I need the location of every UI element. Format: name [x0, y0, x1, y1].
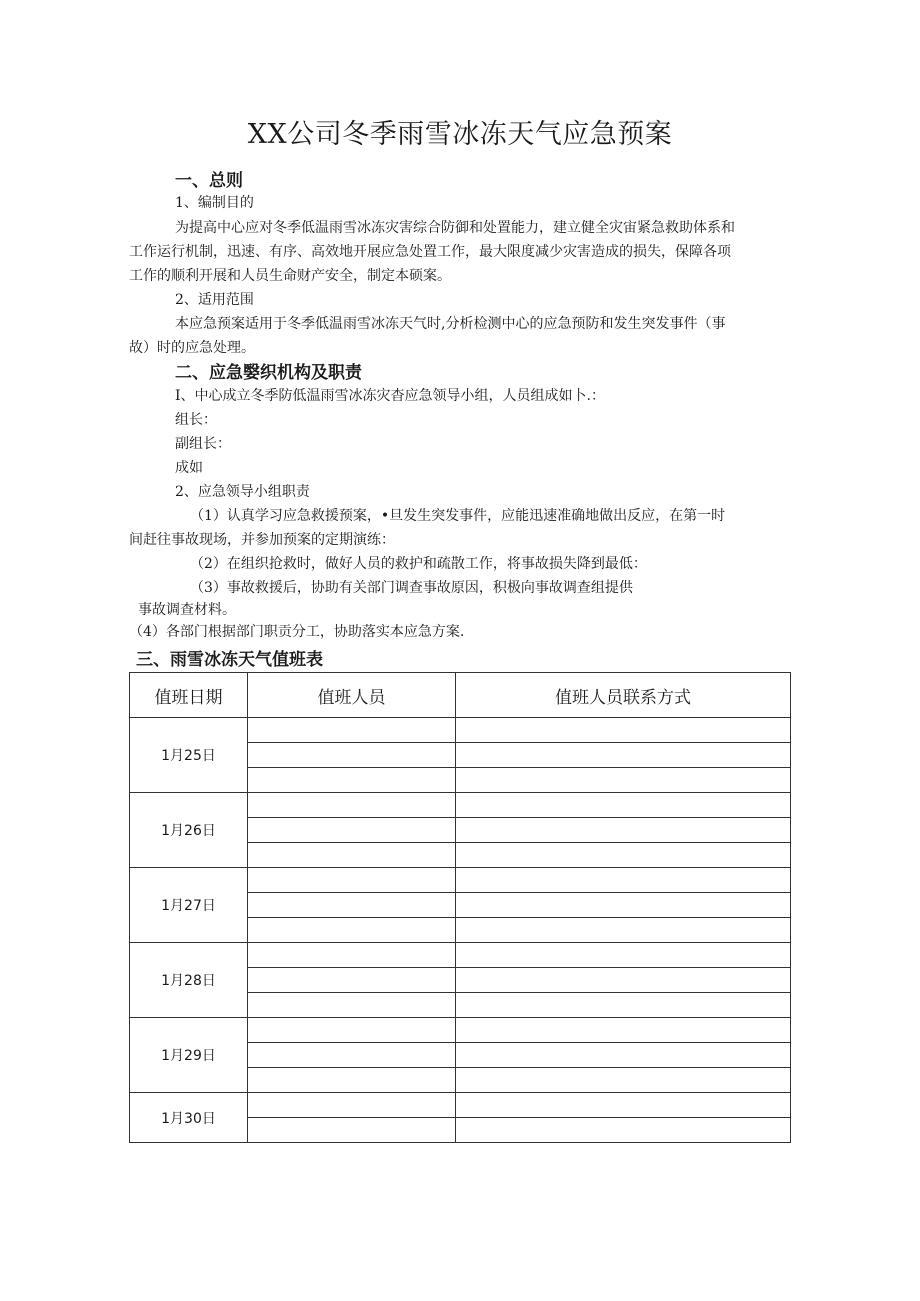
contact-cell[interactable] — [456, 743, 791, 768]
section-heading-organization: 二、应急嫛织机构及职责 — [175, 363, 362, 383]
duty-2: （2）在组织抢救时，做好人员的救护和疏散工作，将事故损失降到最低： — [190, 556, 647, 572]
staff-cell[interactable] — [248, 993, 456, 1018]
purpose-paragraph-line-1: 为提高中心应对冬季低温雨雪冰冻灾害综合防御和处置能力，建立健全灾宙紧急救助体系和 — [175, 220, 735, 236]
table-row — [130, 1018, 791, 1043]
staff-cell[interactable] — [248, 868, 456, 893]
duty-1-line-2: 间赶往事故现场，并参加预案的定期演练： — [129, 532, 395, 548]
subheading-scope: 2、适用范围 — [175, 292, 254, 308]
staff-cell[interactable] — [248, 1093, 456, 1118]
purpose-paragraph-line-3: 工作的顺利开展和人员生命财产安全，制定本硕案。 — [129, 268, 451, 284]
contact-cell[interactable] — [456, 1093, 791, 1118]
contact-cell[interactable] — [456, 818, 791, 843]
table-row — [130, 868, 791, 893]
section-heading-duty-table: 三、雨雪冰冻天气值班表 — [136, 650, 323, 670]
table-header-row — [130, 673, 791, 718]
staff-cell[interactable] — [248, 718, 456, 743]
date-cell: 1月25日 — [130, 718, 248, 793]
section-heading-general: 一、总则 — [175, 171, 243, 191]
date-cell: 1月30日 — [130, 1093, 248, 1143]
contact-cell[interactable] — [456, 993, 791, 1018]
org-item-1: I、中心成立冬季防低温雨雪冰冻灾杳应急领导小组，人员组成如卜.： — [175, 388, 605, 404]
contact-cell[interactable] — [456, 1118, 791, 1143]
contact-cell[interactable] — [456, 843, 791, 868]
members-label: 成如 — [175, 460, 203, 476]
scope-paragraph-line-1: 本应急预案适用于冬季低温雨雪冰冻天气时,分析检测中心的应急预防和发生突发事件（事 — [175, 316, 726, 332]
contact-cell[interactable] — [456, 718, 791, 743]
duty-schedule-table — [129, 672, 791, 1143]
date-cell: 1月28日 — [130, 943, 248, 1018]
contact-cell[interactable] — [456, 893, 791, 918]
table-row — [130, 718, 791, 743]
table-row — [130, 1093, 791, 1118]
contact-cell[interactable] — [456, 918, 791, 943]
date-cell: 1月29日 — [130, 1018, 248, 1093]
document-title: XX公司冬季雨雪冰冻天气应急预案 — [247, 119, 673, 150]
staff-cell[interactable] — [248, 1118, 456, 1143]
contact-cell[interactable] — [456, 1018, 791, 1043]
contact-cell[interactable] — [456, 1068, 791, 1093]
header-duty-staff: 值班人员 — [248, 673, 456, 718]
staff-cell[interactable] — [248, 968, 456, 993]
leader-label: 组长： — [175, 412, 217, 428]
staff-cell[interactable] — [248, 893, 456, 918]
staff-cell[interactable] — [248, 943, 456, 968]
duty-1-line-1: （1）认真学习应急救援预案，•旦发生突发事件，应能迅速准确地做出反应，在第一时 — [190, 508, 726, 524]
purpose-paragraph-line-2: 工作运行机制，迅速、有序、高效地开展应急处置工作，最大限度减少灾害造成的损失，保障各项 — [129, 244, 731, 260]
staff-cell[interactable] — [248, 743, 456, 768]
staff-cell[interactable] — [248, 918, 456, 943]
org-item-2: 2、应急领导小组职责 — [175, 484, 310, 500]
contact-cell[interactable] — [456, 793, 791, 818]
deputy-leader-label: 副组长： — [175, 436, 231, 452]
scope-paragraph-line-2: 故）时的应急处理。 — [129, 340, 255, 356]
header-duty-date: 值班日期 — [130, 673, 248, 718]
date-cell: 1月26日 — [130, 793, 248, 868]
table-row — [130, 943, 791, 968]
duty-3-line-2: 事故调查材料。 — [138, 602, 236, 618]
contact-cell[interactable] — [456, 868, 791, 893]
header-staff-contact: 值班人员联系方式 — [456, 673, 791, 718]
staff-cell[interactable] — [248, 1068, 456, 1093]
duty-4: （4）各部门根据部门职贡分工，协助落实本应急方案. — [129, 624, 465, 640]
duty-3-line-1: （3）事故救援后，协助有关部门调查事故原因，积极向事故调查组提供 — [190, 580, 633, 596]
staff-cell[interactable] — [248, 768, 456, 793]
staff-cell[interactable] — [248, 793, 456, 818]
contact-cell[interactable] — [456, 968, 791, 993]
staff-cell[interactable] — [248, 1043, 456, 1068]
contact-cell[interactable] — [456, 943, 791, 968]
staff-cell[interactable] — [248, 843, 456, 868]
staff-cell[interactable] — [248, 1018, 456, 1043]
staff-cell[interactable] — [248, 818, 456, 843]
subheading-purpose: 1、编制目的 — [175, 195, 254, 211]
contact-cell[interactable] — [456, 768, 791, 793]
contact-cell[interactable] — [456, 1043, 791, 1068]
table-row — [130, 793, 791, 818]
date-cell: 1月27日 — [130, 868, 248, 943]
